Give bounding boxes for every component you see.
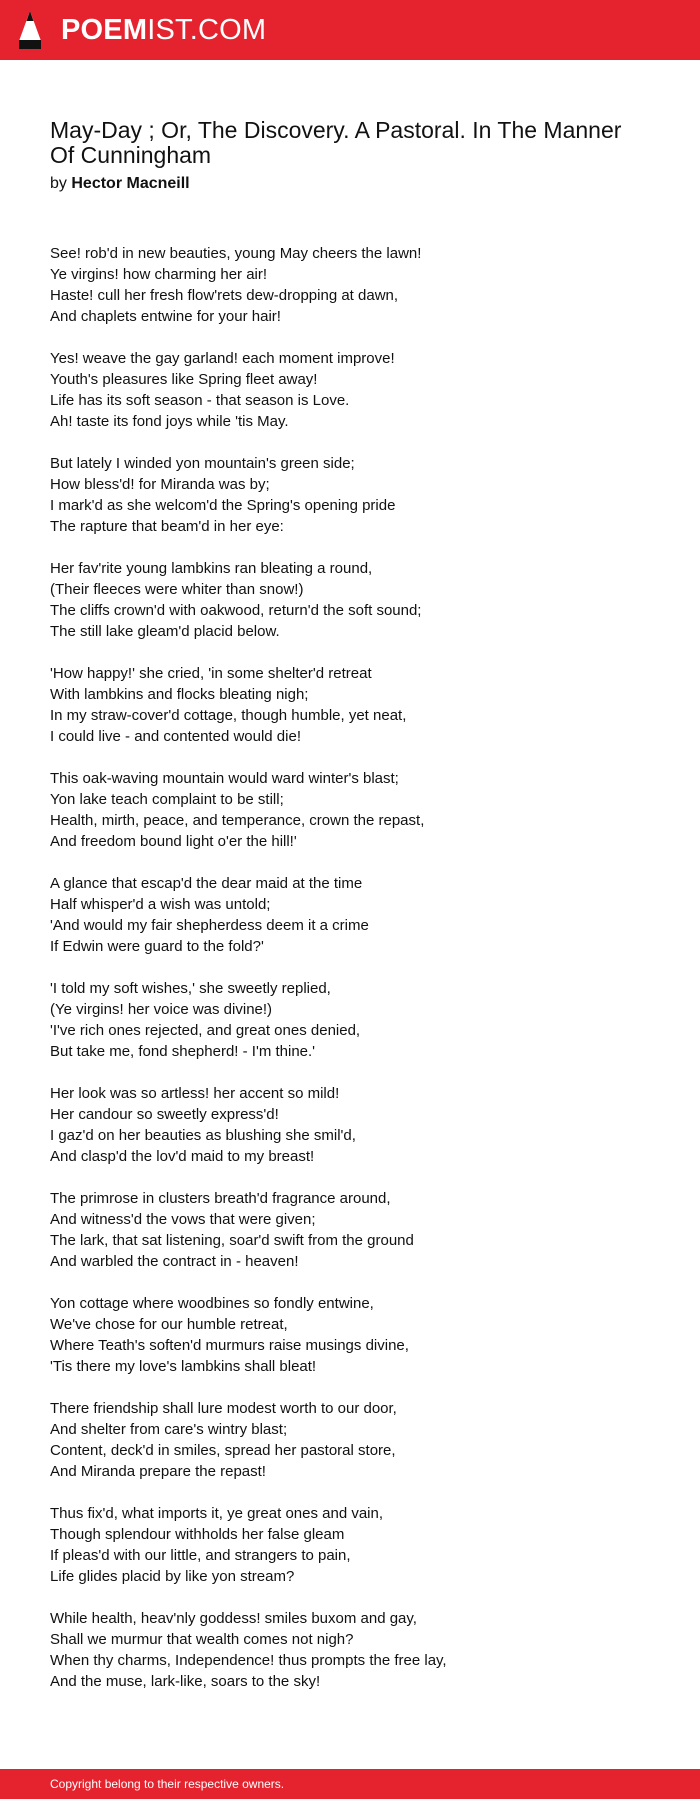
poem-line: Youth's pleasures like Spring fleet away!: [50, 371, 318, 388]
poem-line: Her look was so artless! her accent so mild!: [50, 1085, 340, 1102]
poem-line: While health, heav'nly goddess! smiles buxom and gay,: [50, 1610, 417, 1627]
poem-line: If pleas'd with our little, and strangers to pain,: [50, 1547, 351, 1564]
poem-line: Life glides placid by like yon stream?: [50, 1568, 295, 1585]
poem-line: (Their fleeces were whiter than snow!): [50, 581, 304, 598]
poem-line: In my straw-cover'd cottage, though humble, yet neat,: [50, 707, 407, 724]
poem-line: 'I told my soft wishes,' she sweetly replied,: [50, 980, 331, 997]
poem-line: But take me, fond shepherd! - I'm thine.': [50, 1043, 316, 1060]
poem-line: And chaplets entwine for your hair!: [50, 308, 281, 325]
poem-body: [50, 243, 650, 1713]
poem-line: (Ye virgins! her voice was divine!): [50, 1001, 273, 1018]
poem-line: 'I've rich ones rejected, and great ones denied,: [50, 1022, 361, 1039]
poem-stanza: [50, 1188, 650, 1272]
poem-title: May-Day ; Or, The Discovery. A Pastoral. In The Manner Of Cunningham: [50, 117, 622, 168]
site-logo[interactable]: [61, 14, 266, 46]
poem-line: Yes! weave the gay garland! each moment improve!: [50, 350, 395, 367]
poem-line: Where Teath's soften'd murmurs raise musings divine,: [50, 1337, 409, 1354]
poem-line: 'Tis there my love's lambkins shall bleat!: [50, 1358, 317, 1375]
poem-stanza: [50, 243, 650, 327]
poem-stanza: [50, 558, 650, 642]
poem-line: The lark, that sat listening, soar'd swift from the ground: [50, 1232, 414, 1249]
poem-line: Half whisper'd a wish was untold;: [50, 896, 271, 913]
by-label: by: [50, 175, 67, 192]
brand-name-light: IST.COM: [147, 14, 267, 46]
poem-stanza: [50, 1608, 650, 1692]
poem-stanza: [50, 1398, 650, 1482]
author-name: Hector Macneill: [71, 175, 190, 192]
poem-stanza: [50, 1293, 650, 1377]
poem-line: And warbled the contract in - heaven!: [50, 1253, 299, 1270]
poem-line: Health, mirth, peace, and temperance, crown the repast,: [50, 812, 425, 829]
byline: [50, 173, 190, 195]
poem-line: Her candour so sweetly express'd!: [50, 1106, 279, 1123]
poem-stanza: [50, 348, 650, 432]
brand-name-bold: POEM: [61, 14, 148, 46]
poem-line: And the muse, lark-like, soars to the sky!: [50, 1673, 321, 1690]
poem-line: Thus fix'd, what imports it, ye great ones and vain,: [50, 1505, 384, 1522]
poem-stanza: [50, 1503, 650, 1587]
poem-line: Ah! taste its fond joys while 'tis May.: [50, 413, 289, 430]
poem-line: And shelter from care's wintry blast;: [50, 1421, 288, 1438]
poem-line: With lambkins and flocks bleating nigh;: [50, 686, 309, 703]
poem-line: I gaz'd on her beauties as blushing she smil'd,: [50, 1127, 356, 1144]
site-header: [0, 0, 700, 60]
poem-line: I could live - and contented would die!: [50, 728, 301, 745]
poem-line: See! rob'd in new beauties, young May cheers the lawn!: [50, 245, 422, 262]
copyright-notice: Copyright belong to their respective owners.: [50, 1777, 285, 1791]
poem-line: Shall we murmur that wealth comes not nigh?: [50, 1631, 354, 1648]
poem-line: And freedom bound light o'er the hill!': [50, 833, 297, 850]
poem-stanza: [50, 1083, 650, 1167]
poem-line: There friendship shall lure modest worth to our door,: [50, 1400, 397, 1417]
poem-line: If Edwin were guard to the fold?': [50, 938, 264, 955]
poem-line: Ye virgins! how charming her air!: [50, 266, 268, 283]
poem-line: But lately I winded yon mountain's green side;: [50, 455, 355, 472]
poem-line: A glance that escap'd the dear maid at the time: [50, 875, 363, 892]
poem-line: Haste! cull her fresh flow'rets dew-dropping at dawn,: [50, 287, 399, 304]
poem-line: This oak-waving mountain would ward winter's blast;: [50, 770, 399, 787]
poem-line: When thy charms, Independence! thus prompts the free lay,: [50, 1652, 447, 1669]
poem-stanza: [50, 873, 650, 957]
site-footer: [0, 1769, 700, 1799]
poem-line: Life has its soft season - that season is Love.: [50, 392, 350, 409]
poem-line: We've chose for our humble retreat,: [50, 1316, 288, 1333]
poem-line: The primrose in clusters breath'd fragrance around,: [50, 1190, 391, 1207]
poem-line: Content, deck'd in smiles, spread her pastoral store,: [50, 1442, 396, 1459]
poem-line: 'How happy!' she cried, 'in some shelter'd retreat: [50, 665, 372, 682]
poem-line: And Miranda prepare the repast!: [50, 1463, 266, 1480]
poem-line: 'And would my fair shepherdess deem it a crime: [50, 917, 369, 934]
poem-line: The still lake gleam'd placid below.: [50, 623, 280, 640]
poem-line: Yon cottage where woodbines so fondly entwine,: [50, 1295, 374, 1312]
poem-line: And witness'd the vows that were given;: [50, 1211, 316, 1228]
poem-line: And clasp'd the lov'd maid to my breast!: [50, 1148, 315, 1165]
poem-line: Her fav'rite young lambkins ran bleating a round,: [50, 560, 373, 577]
poem-line: The rapture that beam'd in her eye:: [50, 518, 284, 535]
poem-stanza: [50, 768, 650, 852]
poem-stanza: [50, 453, 650, 537]
poem-line: Though splendour withholds her false gleam: [50, 1526, 345, 1543]
poem-line: I mark'd as she welcom'd the Spring's opening pride: [50, 497, 396, 514]
poem-stanza: [50, 663, 650, 747]
poem-line: How bless'd! for Miranda was by;: [50, 476, 270, 493]
poem-line: Yon lake teach complaint to be still;: [50, 791, 284, 808]
poem-stanza: [50, 978, 650, 1062]
pencil-tip-icon[interactable]: [17, 10, 43, 50]
poem-line: The cliffs crown'd with oakwood, return'd the soft sound;: [50, 602, 422, 619]
